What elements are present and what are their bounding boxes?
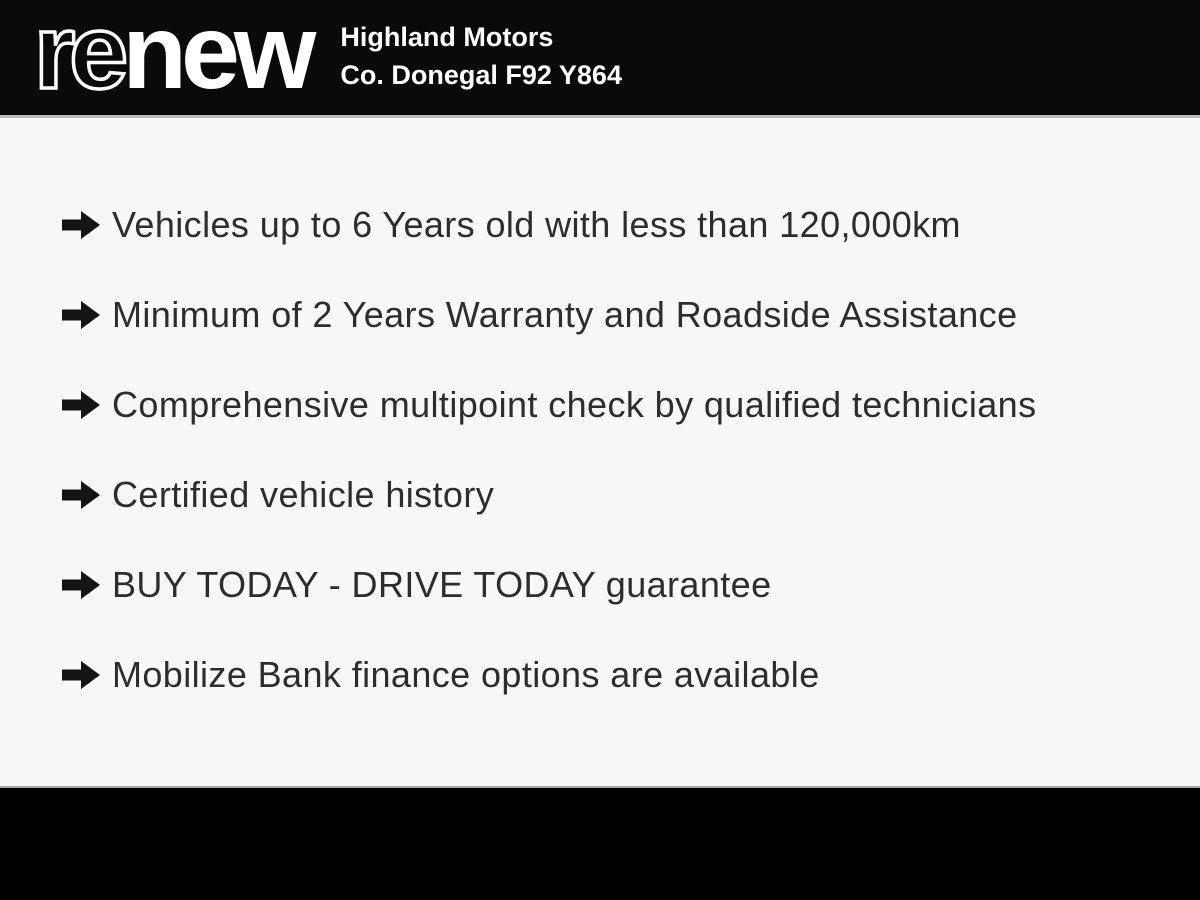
renew-logo <box>34 0 311 111</box>
right-arrow-icon <box>62 570 100 600</box>
right-arrow-icon <box>62 300 100 330</box>
benefit-label: Vehicles up to 6 Years old with less than 120,000km <box>112 204 961 245</box>
benefit-row <box>0 180 1200 270</box>
right-arrow-icon <box>62 480 100 510</box>
benefit-label: Comprehensive multipoint check by qualified technicians <box>112 384 1037 425</box>
benefit-label: Mobilize Bank finance options are available <box>112 654 820 695</box>
right-arrow-icon <box>62 210 100 240</box>
footer-band <box>0 786 1200 900</box>
dealer-name: Highland Motors <box>340 21 554 52</box>
benefit-label: Certified vehicle history <box>112 474 495 515</box>
renew-logo-outlined-part: re <box>34 0 123 111</box>
header-bar <box>0 0 1200 118</box>
benefit-label: BUY TODAY - DRIVE TODAY guarantee <box>112 564 772 605</box>
dealer-info <box>340 18 622 94</box>
benefit-row <box>0 270 1200 360</box>
right-arrow-icon <box>62 660 100 690</box>
benefit-row <box>0 360 1200 450</box>
benefit-row <box>0 540 1200 630</box>
dealer-location: Co. Donegal F92 Y864 <box>340 59 622 90</box>
benefit-row <box>0 450 1200 540</box>
benefits-list <box>0 118 1200 786</box>
right-arrow-icon <box>62 390 100 420</box>
benefit-label: Minimum of 2 Years Warranty and Roadside Assistance <box>112 294 1018 335</box>
benefit-row <box>0 630 1200 720</box>
renew-logo-solid-part: new <box>122 0 311 111</box>
